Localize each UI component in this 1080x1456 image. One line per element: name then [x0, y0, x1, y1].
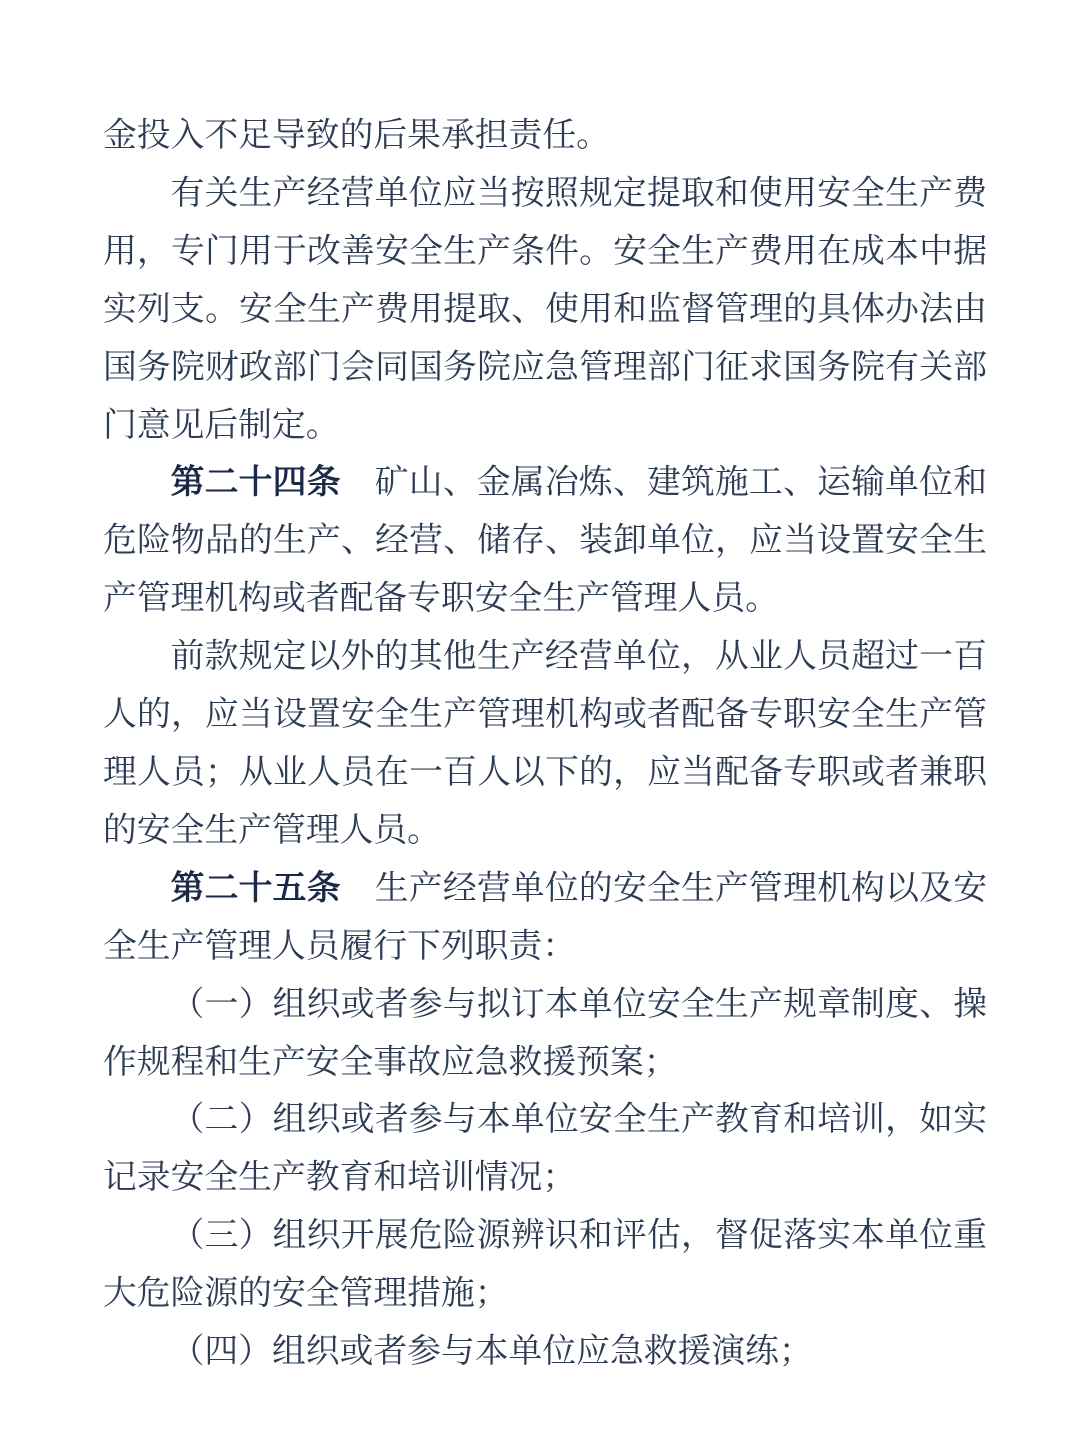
paragraph: [103, 1207, 987, 1323]
text-run: 矿山、金属冶炼、建筑施工、运输单位和危险物品的生产、经营、储存、装卸单位，应当设置安全生产管理机构或者配备专职安全生产管理人员。: [103, 464, 988, 618]
text-run: 前款规定以外的其他生产经营单位，从业人员超过一百人的，应当设置安全生产管理机构或者配备专职安全生产管理人员；从业人员在一百人以下的，应当配备专职或者兼职的安全生产管理人员。: [103, 638, 987, 849]
paragraph: [103, 628, 987, 860]
text-run: 金投入不足导致的后果承担责任。: [103, 117, 610, 154]
text-run: （三）组织开展危险源辨识和评估，督促落实本单位重大危险源的安全管理措施；: [103, 1217, 987, 1313]
text-run: 有关生产经营单位应当按照规定提取和使用安全生产费用，专门用于改善安全生产条件。安全生产费用在成本中据实列支。安全生产费用提取、使用和监督管理的具体办法由国务院财政部门会同国务院应急管理部门征求国务院有关部门意见后制定。: [103, 174, 987, 444]
article-number: 第二十四条: [170, 464, 341, 502]
article-number: 第二十五条: [170, 869, 341, 907]
text-run: （一）组织或者参与拟订本单位安全生产规章制度、操作规程和生产安全事故应急救援预案；: [103, 985, 987, 1081]
paragraph: [103, 860, 987, 976]
paragraph: [103, 976, 987, 1092]
paragraph: [103, 1091, 987, 1207]
text-run: 生产经营单位的安全生产管理机构以及安全生产管理人员履行下列职责：: [103, 869, 988, 965]
paragraph: [103, 1323, 987, 1381]
paragraph: [103, 165, 987, 455]
paragraph: [103, 454, 987, 628]
text-run: （四）组织或者参与本单位应急救援演练；: [170, 1333, 813, 1371]
text-run: （二）组织或者参与本单位安全生产教育和培训，如实记录安全生产教育和培训情况；: [103, 1101, 987, 1197]
paragraph: [103, 107, 987, 165]
